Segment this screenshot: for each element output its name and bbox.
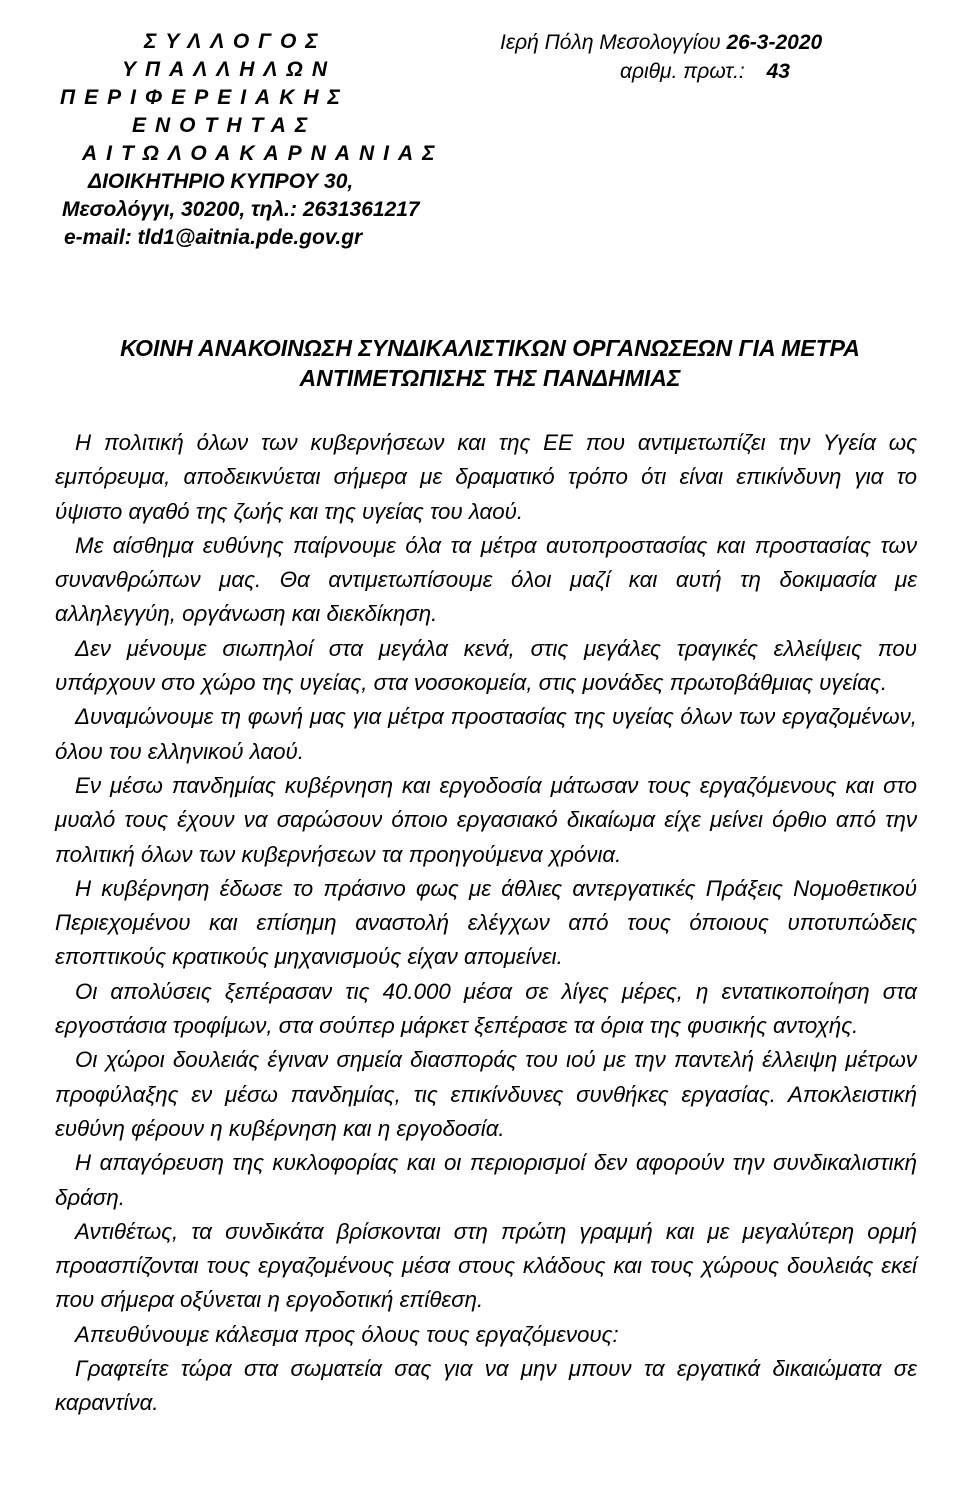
org-name-line-1: ΣΥΛΛΟΓΟΣ [144,30,327,53]
org-address: ΔΙΟΙΚΗΤΗΡΙΟ ΚΥΠΡΟΥ 30, [88,170,354,193]
paragraph: Οι απολύσεις ξεπέρασαν τις 40.000 μέσα σε λίγες μέρες, η εντατικοποίηση στα εργοστάσια τροφίμων, στα σούπερ μάρκετ ξεπέρασε τα όρια της φυσικής αντοχής. [55,978,917,1039]
paragraph: Απευθύνουμε κάλεσμα προς όλους τους εργαζόμενους: [75,1321,619,1347]
place-date-row [500,28,920,57]
org-name-line-2: ΥΠΑΛΛΗΛΩΝ [122,58,336,81]
place: Ιερή Πόλη Μεσολογγίου [500,31,721,54]
document-meta [500,28,920,86]
protocol-label: αριθμ. πρωτ.: [620,60,745,83]
sender-block [52,28,492,252]
org-city-phone: Μεσολόγγι, 30200, τηλ.: 2631361217 [62,198,420,221]
date: 26-3-2020 [726,31,823,54]
paragraph: Οι χώροι δουλειάς έγιναν σημεία διασποράς του ιού με την παντελή έλλειψη μέτρων προφύλαξης εν μέσω πανδημίας, τις επικίνδυνες συνθήκες εργασίας. Αποκλειστική ευθύνη φέρουν η κυβέρνηση και η εργοδοσία. [55,1047,917,1141]
title-line-1: ΚΟΙΝΗ ΑΝΑΚΟΙΝΩΣΗ ΣΥΝΔΙΚΑΛΙΣΤΙΚΩΝ ΟΡΓΑΝΩΣΕΩΝ ΓΙΑ ΜΕΤΡΑ [120,335,860,361]
title-line-2: ΑΝΤΙΜΕΤΩΠΙΣΗΣ ΤΗΣ ΠΑΝΔΗΜΙΑΣ [299,365,681,391]
document-title [60,333,920,393]
paragraph: Δεν μένουμε σιωπηλοί στα μεγάλα κενά, στις μεγάλες τραγικές ελλείψεις που υπάρχουν στο χώρο της υγείας, στα νοσοκομεία, στις μονάδες πρωτοβάθμιας υγείας. [55,635,917,696]
paragraph: Η κυβέρνηση έδωσε το πράσινο φως με άθλιες αντεργατικές Πράξεις Νομοθετικού Περιεχομένου και επίσημη αναστολή ελέγχων από τους όποιους υποτυπώδεις εποπτικούς κρατικούς μηχανισμούς είχαν απομείνει. [55,875,917,970]
org-name-line-3: ΠΕΡΙΦΕΡΕΙΑΚΗΣ [60,86,349,109]
org-email: e-mail: tld1@aitnia.pde.gov.gr [64,226,363,249]
protocol-number: 43 [766,60,790,83]
paragraph: Η πολιτική όλων των κυβερνήσεων και της ΕΕ που αντιμετωπίζει την Υγεία ως εμπόρευμα, αποδεικνύεται σήμερα με δραματικό τρόπο ότι είναι επικίνδυνη για το ύψιστο αγαθό της ζωής και της υγείας του λαού. [55,430,917,524]
paragraph: Εν μέσω πανδημίας κυβέρνηση και εργοδοσία μάτωσαν τους εργαζόμενους και στο μυαλό τους έχουν να σαρώσουν όποιο εργασιακό δικαίωμα είχε μείνει όρθιο από την πολιτική όλων των κυβερνήσεων τα προηγούμενα χρόνια. [55,772,917,867]
org-name-line-4: ΕΝΟΤΗΤΑΣ [132,114,317,137]
protocol-row [500,57,920,86]
announcement-body [55,426,917,1421]
paragraph: Δυναμώνουμε τη φωνή μας για μέτρα προστασίας της υγείας όλων των εργαζομένων, όλου του ελληνικού λαού. [55,704,917,764]
paragraph: Αντιθέτως, τα συνδικάτα βρίσκονται στη πρώτη γραμμή και με μεγαλύτερη ορμή προασπίζονται τους εργαζομένους μέσα στους κλάδους και τους χώρους δουλειάς εκεί που σήμερα οξύνεται η εργοδοτική επίθεση. [55,1218,917,1313]
paragraph: Γραφτείτε τώρα στα σωματεία σας για να μην μπουν τα εργατικά δικαιώματα σε καραντίνα. [55,1356,917,1416]
paragraph: Με αίσθημα ευθύνης παίρνουμε όλα τα μέτρα αυτοπροστασίας και προστασίας των συνανθρώπων μας. Θα αντιμετωπίσουμε όλοι μαζί και αυτή τη δοκιμασία με αλληλεγγύη, οργάνωση και διεκδίκηση. [55,532,917,627]
org-name-line-5: ΑΙΤΩΛΟΑΚΑΡΝΑΝΙΑΣ [82,142,444,165]
paragraph: Η απαγόρευση της κυκλοφορίας και οι περιορισμοί δεν αφορούν την συνδικαλιστική δράση. [55,1150,917,1210]
